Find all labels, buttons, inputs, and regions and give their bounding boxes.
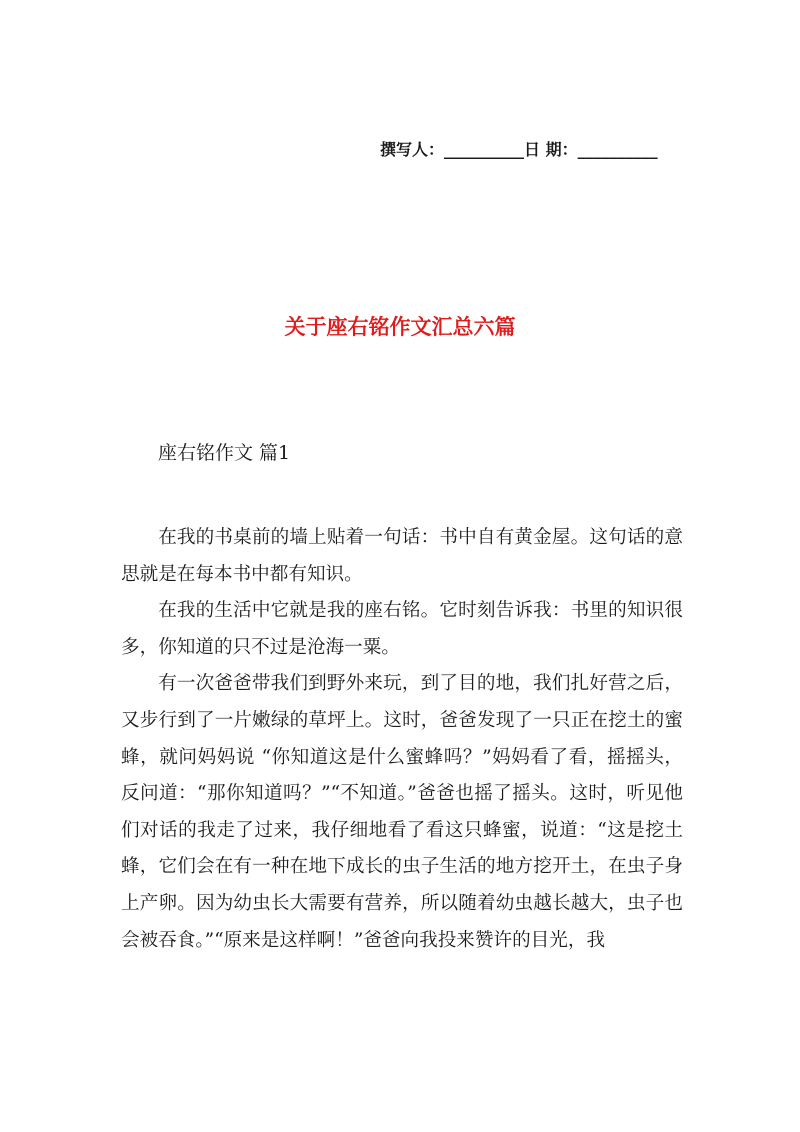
paragraph: 在我的书桌前的墙上贴着一句话：书中自有黄金屋。这句话的意思就是在每本书中都有知识。 xyxy=(121,527,683,585)
body-text xyxy=(121,520,683,959)
date-blank: __________ xyxy=(577,140,658,159)
section-heading: 座右铭作文 篇1 xyxy=(158,442,291,464)
paragraph: 有一次爸爸带我们到野外来玩，到了目的地，我们扎好营之后，又步行到了一片嫩绿的草坪上。这时，爸爸发现了一只正在挖土的蜜蜂，就问妈妈说 “你知道这是什么蜜蜂吗？”妈妈看了看，摇摇头，反问道：“那你知道吗？”“不知道。”爸爸也摇了摇头。这时，听见他们对话的我走了过来，我仔细地看了看这只蜂蜜，说道：“这是挖土蜂，它们会在有一种在地下成长的虫子生活的地方挖开土，在虫子身上产卵。因为幼虫长大需要有营养，所以随着幼虫越长越大，虫子也会被吞食。”“原来是这样啊！”爸爸向我投来赞许的目光，我 xyxy=(121,673,683,951)
author-blank: __________ xyxy=(444,140,525,159)
date-label: 日 期： xyxy=(524,140,578,159)
author-date-line xyxy=(380,138,680,162)
document-title: 关于座右铭作文汇总六篇 xyxy=(284,314,516,339)
paragraph: 在我的生活中它就是我的座右铭。它时刻告诉我：书里的知识很多，你知道的只不过是沧海一粟。 xyxy=(121,600,683,658)
author-label: 撰写人： xyxy=(380,140,445,159)
